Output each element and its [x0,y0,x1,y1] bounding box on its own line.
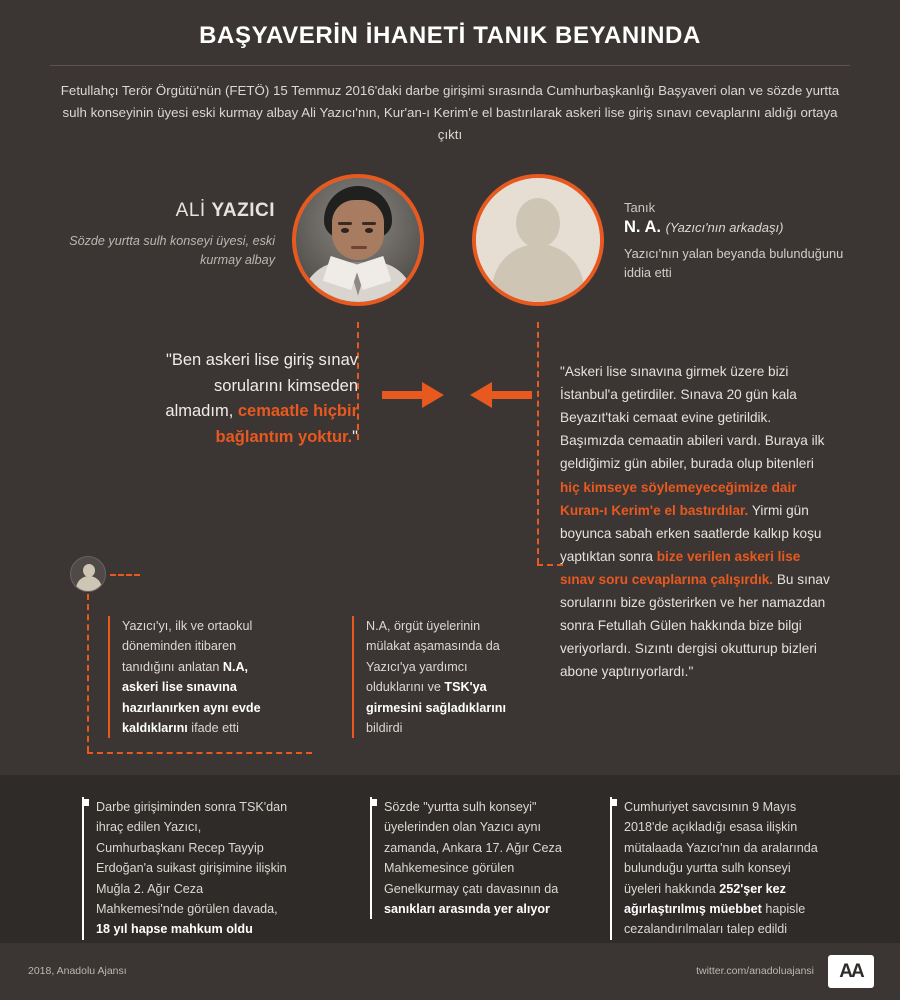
left-quote-highlight: cemaatle hiçbir bağlantım yoktur. [215,402,358,446]
mid-note-1-p1: Yazıcı'yı, ilk ve ortaokul döneminden itibaren tanıdığını anlatan [122,619,253,674]
left-person-last-name: YAZICI [211,199,275,221]
footer-credit: 2018, Anadolu Ajansı [28,965,127,977]
connector-right-vertical [537,322,539,564]
bottom-note-3-bold: 252'şer kez ağırlaştırılmış müebbet [624,881,786,916]
right-quote-p2: Yirmi gün boyunca sabah erken saatlerde kalkıp koşu yaptıktan sonra [560,502,822,564]
bottom-note-1-p1: Darbe girişiminden sonra TSK'dan ihraç edilen Yazıcı, Cumhurbaşkanı Recep Tayyip Erdoğan'a suikast girişimine ilişkin Muğla 2. Ağır Ceza Mahkemesi'nde görülen davada, [96,800,288,916]
right-quote-p3: Bu sınav sorularını bize gösterirken ve her namazdan sonra Fetullah Gülen hakkında bize bilgi veriyorlardı. Sızıntı dergisi okutturup bizleri abone yaptırıyorlardı." [560,571,830,680]
bottom-note-2-bold: sanıkları arasında yer alıyor [384,901,550,916]
header [0,0,900,146]
avatar [292,174,424,306]
mid-note-2-p1: N.A, örgüt üyelerinin mülakat aşamasında da Yazıcı'ya yardımcı olduklarını ve [366,619,500,695]
logo-text: AA [839,960,863,982]
connector-mid-left-vertical [87,594,89,752]
bottom-note-1 [82,797,292,940]
lede-paragraph: Fetullahçı Terör Örgütü'nün (FETÖ) 15 Temmuz 2016'daki darbe girişimi sırasında Cumhurbaşkanlığı Başyaveri olan ve sözde yurtta sulh konseyinin üyesi eski kurmay albay Ali Yazıcı'nın, Kur'an-ı Kerim'e el bastırılarak askeri lise giriş sınavı cevaplarını aldığı ortaya çıktı [60,82,840,142]
avatar [472,174,604,306]
right-person-name-block [624,200,864,282]
bottom-note-1-bold: 18 yıl hapse mahkum oldu [96,922,253,937]
person-silhouette-avatar [476,178,600,302]
left-person-first-name: ALİ [175,199,206,221]
arrow-left-icon [470,382,532,408]
mid-note-2-bold: TSK'ya girmesini sağladıklarını [366,680,506,715]
witness-mini-avatar-icon [70,556,106,592]
right-person-label: Tanık [624,199,656,215]
footer [0,943,900,1000]
left-person-name-block [60,200,275,270]
left-quote-part1: "Ben askeri lise giriş sınav sorularını kimseden almadım, [165,351,358,421]
bottom-band [0,775,900,943]
right-person-name [624,218,864,237]
left-person-name [60,200,275,222]
right-quote-highlight-2: bize verilen askeri lise sınav soru cevaplarına çalışırdık. [560,548,801,587]
right-quote-highlight-1: hiç kimseye söylemeyeceğimize dair Kuran-ı Kerim'e el bastırdılar. [560,479,797,518]
page-title: BAŞYAVERİN İHANETİ TANIK BEYANINDA [199,22,701,49]
bottom-note-3 [610,797,820,940]
right-person-initials: N. A. [624,217,661,236]
left-quote-part2: " [352,427,358,446]
mid-note-2 [352,616,524,738]
people-section [0,170,900,345]
mid-note-1-p2: ifade etti [187,720,239,735]
anadolu-agency-logo [828,955,874,988]
mid-note-1 [108,616,280,738]
right-person-description: Yazıcı'nın yalan beyanda bulunduğunu iddia etti [624,245,844,280]
photo-portrait-avatar [296,178,420,302]
right-quote [560,360,835,684]
bottom-note-3-p2: hapisle cezalandırılmaları talep edildi [624,901,806,937]
right-quote-p1: "Askeri lise sınavına girmek üzere bizi İstanbul'a getirdiler. Sınava 20 gün kala Beyazıt'taki cemaat evine getirildik. Başımızda cemaatin abileri vardı. Buraya ilk geldiğimiz gün abiler, burada olup bitenleri [560,364,825,472]
left-quote [148,348,358,450]
connector-mini-avatar-horizontal [110,574,140,576]
bottom-note-2 [370,797,580,919]
left-person-role: Sözde yurtta sulh konseyi üyesi, eski kurmay albay [69,233,275,267]
bottom-note-3-p1: Cumhuriyet savcısının 9 Mayıs 2018'de açıkladığı esasa ilişkin mütalaada Yazıcı'nın da aralarında bulunduğu yurtta sulh konseyi üyeleri hakkında [624,800,818,896]
mid-note-1-bold: N.A, askeri lise sınavına hazırlanırken aynı evde kaldıklarını [122,659,261,735]
right-person-relation: (Yazıcı'nın arkadaşı) [665,219,784,235]
title-divider [50,65,850,66]
connector-mid-bottom-horizontal [87,752,312,754]
bottom-note-2-p1: Sözde "yurtta sulh konseyi" üyelerinden olan Yazıcı aynı zamanda, Ankara 17. Ağır Ceza Mahkemesince görülen Genelkurmay çatı davasının da [384,800,562,896]
footer-twitter-handle: twitter.com/anadoluajansi [696,965,814,977]
mid-note-2-p2: bildirdi [366,720,403,735]
arrow-right-icon [382,382,444,408]
